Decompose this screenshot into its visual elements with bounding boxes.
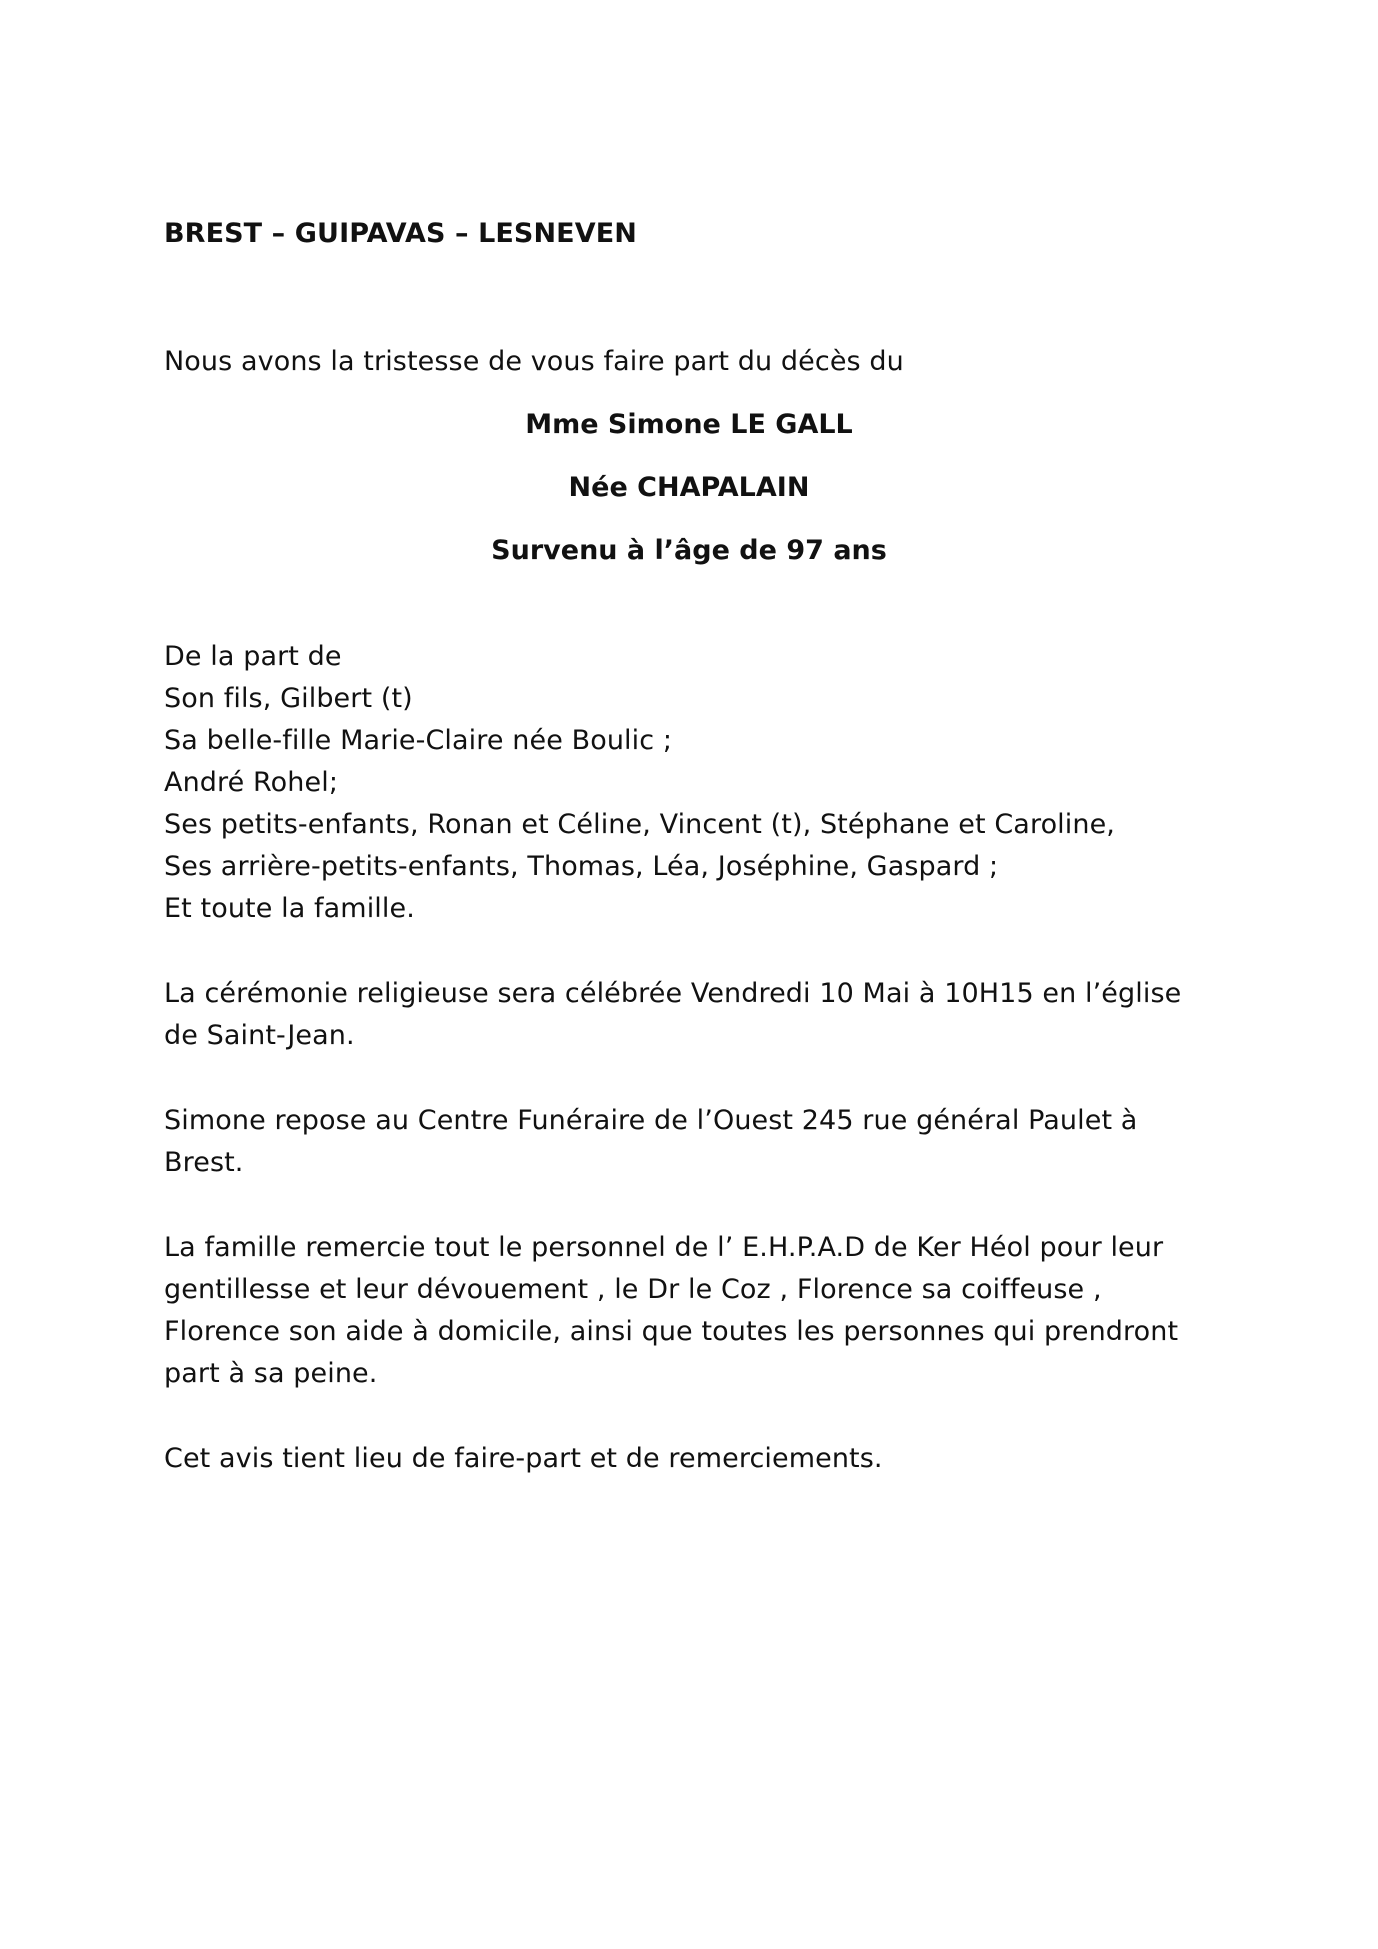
locations-heading: BREST – GUIPAVAS – LESNEVEN xyxy=(164,218,637,249)
thanks-text: gentillesse et leur dévouement , le Dr le Coz , Florence sa coiffeuse , xyxy=(164,1274,1102,1305)
ceremony-text: de Saint-Jean. xyxy=(164,1020,355,1051)
thanks-text: part à sa peine. xyxy=(164,1358,378,1389)
family-member: Et toute la famille. xyxy=(164,893,415,924)
rest-text: Simone repose au Centre Funéraire de l’Ouest 245 rue général Paulet à xyxy=(164,1105,1138,1136)
family-member: Ses arrière-petits-enfants, Thomas, Léa, Joséphine, Gaspard ; xyxy=(164,851,999,882)
family-member: Ses petits-enfants, Ronan et Céline, Vincent (t), Stéphane et Caroline, xyxy=(164,809,1115,840)
family-member: André Rohel; xyxy=(164,767,339,798)
family-member: Sa belle-fille Marie-Claire née Boulic ; xyxy=(164,725,673,756)
intro-text: Nous avons la tristesse de vous faire part du décès du xyxy=(164,346,904,377)
maiden-name: Née CHAPALAIN xyxy=(568,472,810,503)
deceased-name: Mme Simone LE GALL xyxy=(525,409,853,440)
thanks-text: Florence son aide à domicile, ainsi que toutes les personnes qui prendront xyxy=(164,1316,1179,1347)
closing-text: Cet avis tient lieu de faire-part et de remerciements. xyxy=(164,1443,883,1474)
rest-text: Brest. xyxy=(164,1147,244,1178)
age-line: Survenu à l’âge de 97 ans xyxy=(491,535,887,566)
ceremony-text: La cérémonie religieuse sera célébrée Vendredi 10 Mai à 10H15 en l’église xyxy=(164,978,1182,1009)
family-member: Son fils, Gilbert (t) xyxy=(164,683,413,714)
thanks-text: La famille remercie tout le personnel de l’ E.H.P.A.D de Ker Héol pour leur xyxy=(164,1232,1164,1263)
family-heading: De la part de xyxy=(164,641,342,672)
